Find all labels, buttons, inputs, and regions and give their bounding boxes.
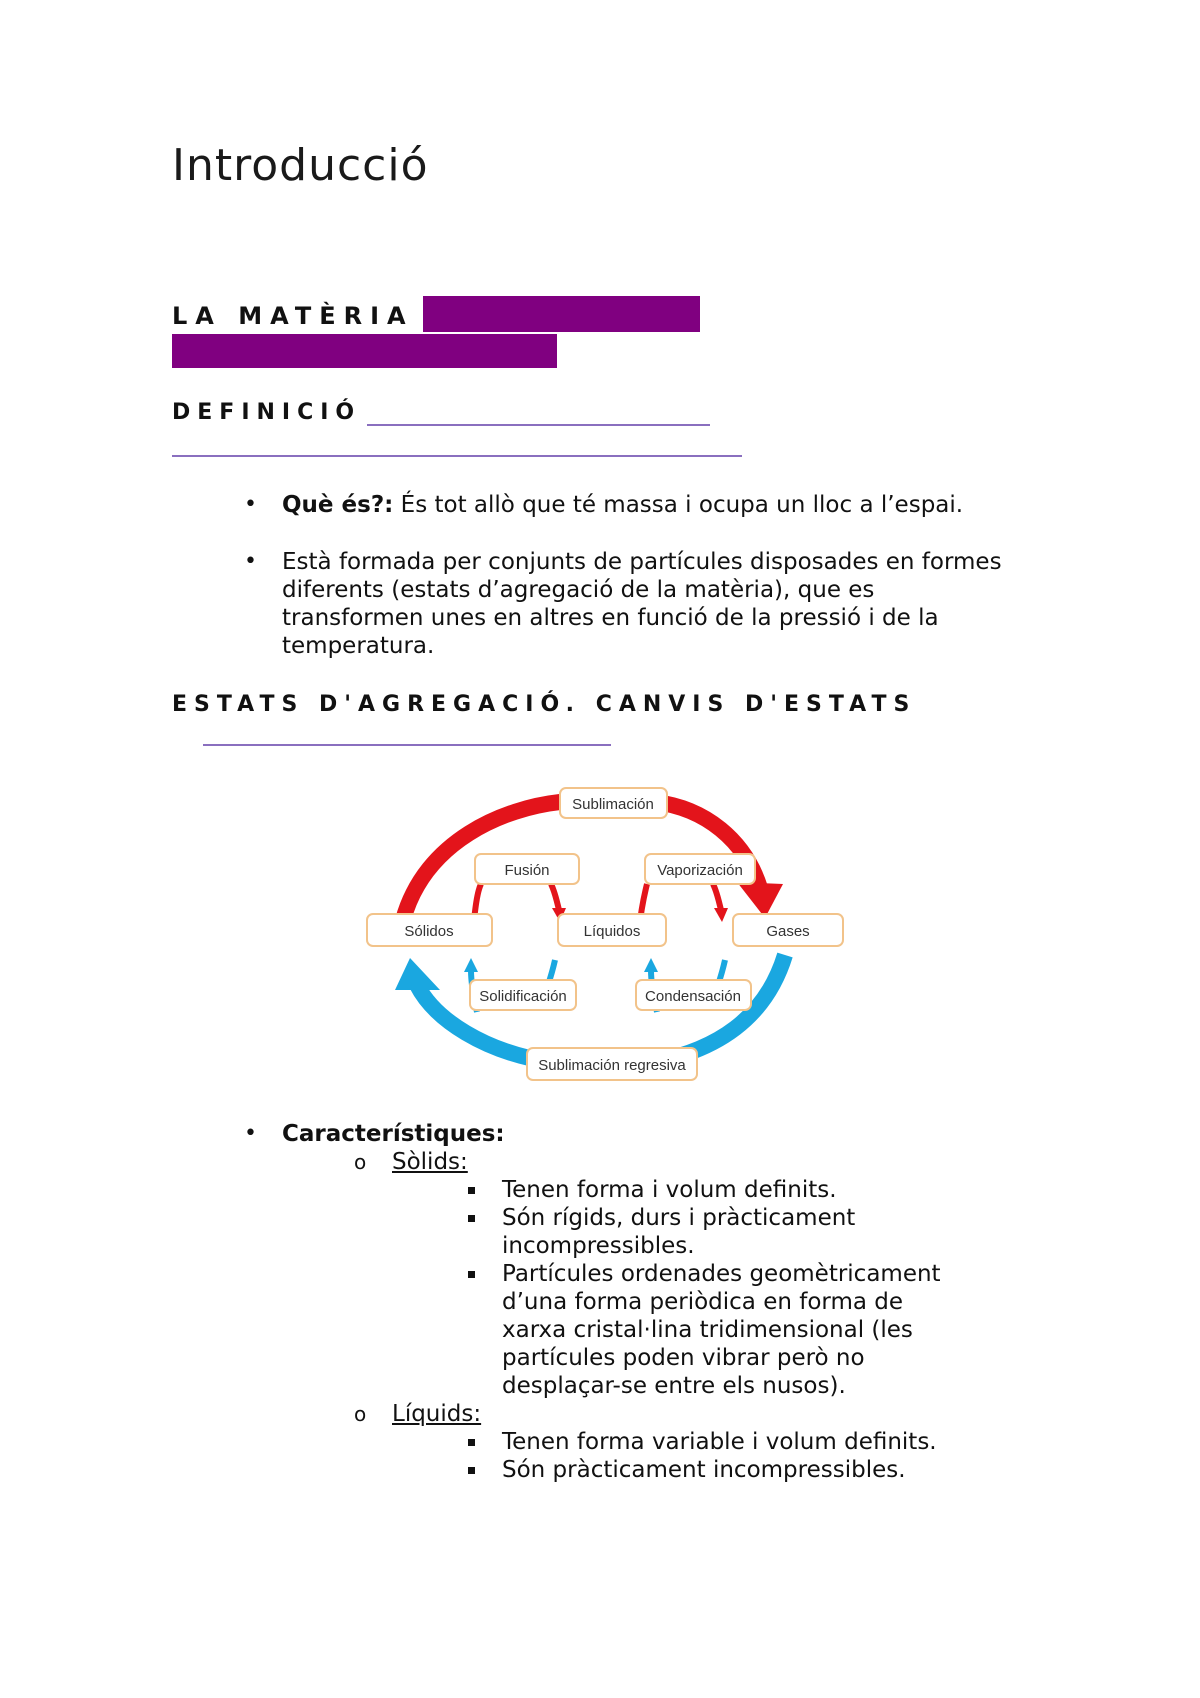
solidification-label: Solidificación [479,988,567,1005]
liquids-label: Líquidos [583,923,641,940]
heading-underline-second [172,455,742,457]
section-heading-matter: LA MATÈRIA [172,298,420,334]
condensation-label: Condensación [645,988,741,1005]
page-title: Introducció [172,140,429,191]
list-item [244,491,1044,519]
liquids-properties [392,1428,1064,1484]
heading-accent-bar-lower [172,334,557,368]
section-heading-definition: DEFINICIÓ [172,400,362,425]
heading-underline [367,424,710,426]
list-item: Són rígids, durs i pràcticament incompressibles. [464,1204,952,1260]
definition-text: És tot allò que té massa i ocupa un lloc a l’espai. [393,492,964,518]
heading-underline [203,744,611,746]
sublimation-arrowhead [737,882,783,918]
composition-list [244,548,1004,660]
list-item [244,1120,1064,1484]
list-item: Tenen forma variable i volum definits. [464,1428,1064,1456]
state-changes-diagram [355,780,855,1095]
definition-label: Què és?: [282,492,394,518]
gases-label: Gases [766,923,810,940]
vaporization-label: Vaporización [657,862,743,879]
solidification-arrowhead [464,958,478,972]
reverse-sublimation-arrowhead [395,958,440,990]
solids-title: Sòlids: [392,1149,468,1175]
solids-label: Sólidos [404,923,454,940]
heading-accent-bar [423,296,700,332]
condensation-arrowhead [644,958,658,972]
solids-item [354,1148,1064,1400]
vaporization-arrowhead [714,908,728,922]
characteristics-list [244,1120,1064,1484]
reverse-sublimation-label: Sublimación regresiva [538,1057,686,1074]
states-sublist [282,1148,1064,1484]
list-item: • Està formada per conjunts de partícules disposades en formes diferents (estats d’agregació de la matèria), que es transformen unes en altres en funció de la pressió i de la temperatura. [244,548,1004,660]
characteristics-label: Característiques: [282,1121,505,1147]
list-item: Partícules ordenades geomètricament d’una forma periòdica en forma de xarxa cristal·lina tridimensional (les partícules poden vibrar però no desplaçar-se entre els nusos). [464,1260,952,1400]
fusion-label: Fusión [504,862,550,879]
liquids-item [354,1400,1064,1484]
sublimation-label: Sublimación [572,796,654,813]
vaporization-arrow-down [713,884,721,910]
definition-list [244,491,1044,519]
list-item: Són pràcticament incompressibles. [464,1456,1064,1484]
section-heading-states: ESTATS D'AGREGACIÓ. CANVIS D'ESTATS [172,692,917,717]
liquids-title: Líquids: [392,1401,482,1427]
fusion-arrow-down [551,884,559,910]
solids-properties [392,1176,952,1400]
list-item: Tenen forma i volum definits. [464,1176,952,1204]
